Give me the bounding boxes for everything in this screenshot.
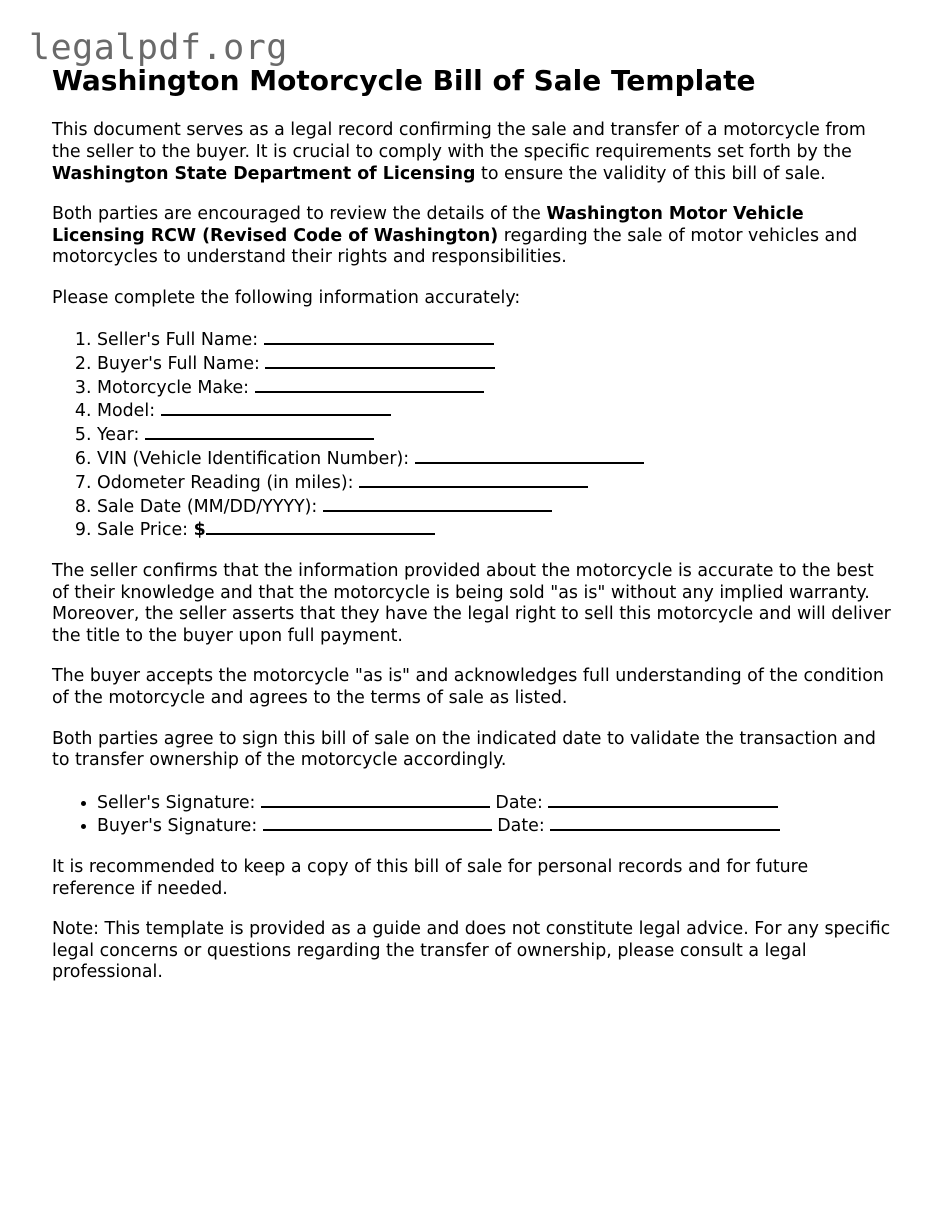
field-label: Odometer Reading (in miles): [97, 472, 360, 493]
field-vin [97, 447, 892, 471]
intro-text: to ensure the validity of this bill of sale. [475, 163, 826, 184]
seller-warranty-paragraph: The seller confirms that the information provided about the motorcycle is accurate to the best of their knowledge and that the motorcycle is being sold "as is" without any implied warranty. Moreover, the seller asserts that they have the legal right to sell this motorcycle and will deliver the title to the buyer upon full payment. [52, 560, 891, 647]
field-label: Seller's Full Name: [97, 330, 264, 351]
field-label: Sale Price: [97, 520, 194, 541]
signature-label: Buyer's Signature: [97, 816, 263, 837]
date-label: Date: [491, 816, 551, 837]
field-label: Year: [97, 425, 145, 446]
field-label: Motorcycle Make: [97, 377, 255, 398]
buyer-name-blank[interactable] [265, 352, 495, 369]
field-year [97, 423, 892, 447]
buyer-signature-line [97, 814, 892, 838]
field-buyer-name [97, 352, 892, 376]
make-blank[interactable] [255, 376, 484, 393]
intro-paragraph-2 [52, 204, 892, 269]
agreement-paragraph: Both parties agree to sign this bill of sale on the indicated date to validate the transaction and to transfer ownership of the motorcycle accordingly. [52, 728, 876, 771]
seller-signature-line [97, 791, 892, 815]
field-odometer [97, 471, 892, 495]
record-keeping-paragraph: It is recommended to keep a copy of this bill of sale for personal records and for future reference if needed. [52, 856, 809, 899]
field-label: VIN (Vehicle Identification Number): [97, 449, 415, 470]
agency-name: Washington State Department of Licensing [52, 163, 476, 184]
watermark-logo: legalpdf.org [29, 28, 288, 68]
vin-blank[interactable] [415, 447, 644, 464]
buyer-acceptance-paragraph: The buyer accepts the motorcycle "as is" and acknowledges full understanding of the condition of the motorcycle and agrees to the terms of sale as listed. [52, 666, 884, 709]
field-make [97, 376, 892, 400]
statute-name: Washington Motor Vehicle Licensing RCW (Revised Code of Washington) [52, 203, 804, 246]
intro-paragraph-1 [52, 120, 892, 185]
field-label: Model: [97, 401, 161, 422]
seller-name-blank[interactable] [264, 328, 494, 345]
signature-label: Seller's Signature: [97, 792, 261, 813]
signature-list [52, 791, 892, 839]
buyer-date-blank[interactable] [550, 814, 780, 831]
document [52, 60, 892, 1003]
sale-date-blank[interactable] [323, 495, 552, 512]
intro-text: Both parties are encouraged to review the details of the [52, 203, 547, 224]
date-label: Date: [489, 792, 549, 813]
field-label: Sale Date (MM/DD/YYYY): [97, 496, 323, 517]
field-sale-price [97, 518, 892, 542]
disclaimer-paragraph: Note: This template is provided as a guide and does not constitute legal advice. For any specific legal concerns or questions regarding the transfer of ownership, please consult a legal professional. [52, 918, 891, 983]
intro-text: regarding the sale of motor vehicles and motorcycles to understand their rights and responsibilities. [52, 225, 858, 268]
odometer-blank[interactable] [359, 471, 588, 488]
instruction-paragraph: Please complete the following information accurately: [52, 287, 521, 308]
info-field-list [52, 328, 892, 542]
field-sale-date [97, 495, 892, 519]
seller-signature-blank[interactable] [261, 791, 490, 808]
field-label: Buyer's Full Name: [97, 353, 266, 374]
seller-date-blank[interactable] [548, 791, 778, 808]
page-title: Washington Motorcycle Bill of Sale Template [52, 64, 756, 97]
currency-symbol: $ [193, 520, 206, 541]
intro-text: This document serves as a legal record confirming the sale and transfer of a motorcycle from the seller to the buyer. It is crucial to comply with the specific requirements set forth by the [52, 120, 866, 162]
year-blank[interactable] [145, 423, 374, 440]
sale-price-blank[interactable] [206, 518, 435, 535]
field-model [97, 399, 892, 423]
model-blank[interactable] [161, 399, 391, 416]
field-seller-name [97, 328, 892, 352]
buyer-signature-blank[interactable] [263, 814, 492, 831]
